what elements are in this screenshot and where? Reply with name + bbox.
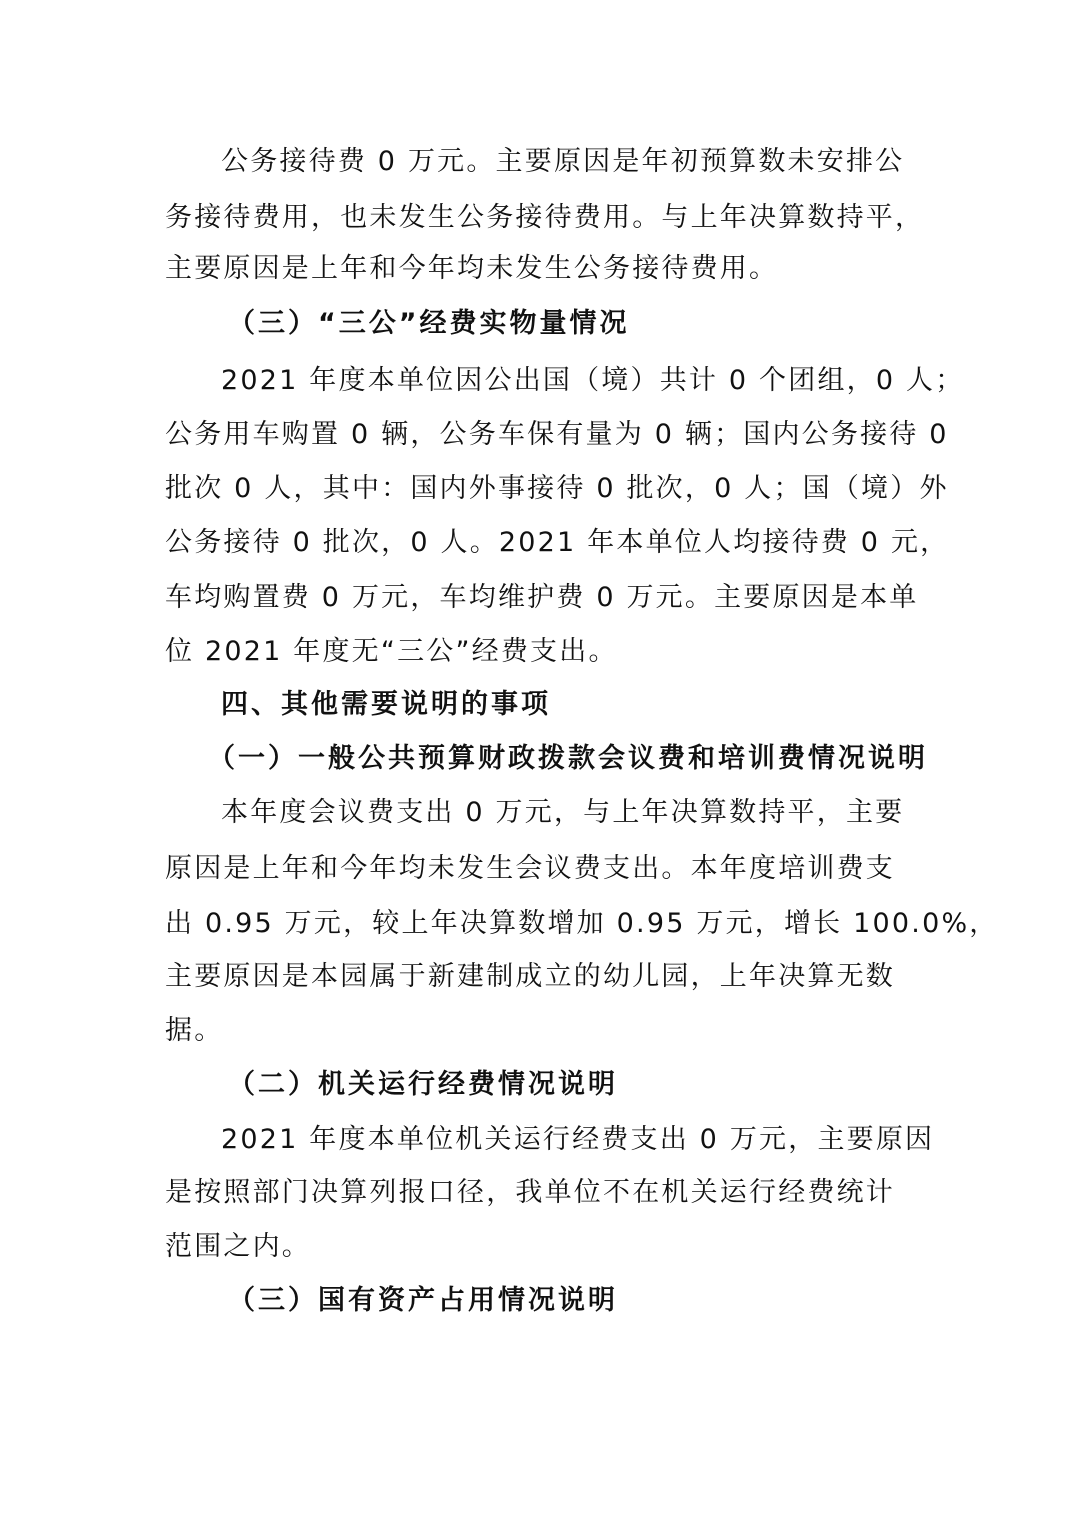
paragraph-line: 是按照部门决算列报口径，我单位不在机关运行经费统计 (165, 1177, 895, 1208)
section-heading: （二）机关运行经费情况说明 (228, 1069, 618, 1100)
section-heading: （三）国有资产占用情况说明 (228, 1285, 618, 1316)
section-heading: 四、其他需要说明的事项 (221, 689, 551, 720)
paragraph-line: 原因是上年和今年均未发生会议费支出。本年度培训费支 (165, 853, 895, 884)
paragraph-line: 2021 年度本单位机关运行经费支出 0 万元，主要原因 (221, 1124, 935, 1155)
paragraph-line: 批次 0 人，其中：国内外事接待 0 批次，0 人；国（境）外 (165, 473, 949, 504)
paragraph-line: 公务接待 0 批次，0 人。2021 年本单位人均接待费 0 元， (165, 527, 950, 558)
paragraph-line: 本年度会议费支出 0 万元，与上年决算数持平，主要 (221, 797, 905, 828)
paragraph-line: 务接待费用，也未发生公务接待费用。与上年决算数持平， (165, 202, 925, 233)
paragraph-line: 主要原因是上年和今年均未发生公务接待费用。 (165, 253, 779, 284)
paragraph-line: 公务接待费 0 万元。主要原因是年初预算数未安排公 (221, 146, 905, 177)
paragraph-line: 车均购置费 0 万元，车均维护费 0 万元。主要原因是本单 (165, 582, 919, 613)
paragraph-line: 位 2021 年度无“三公”经费支出。 (165, 636, 618, 667)
paragraph-line: 2021 年度本单位因公出国（境）共计 0 个团组，0 人； (221, 365, 965, 396)
section-heading: （三）“三公”经费实物量情况 (228, 308, 630, 339)
paragraph-line: 公务用车购置 0 辆，公务车保有量为 0 辆；国内公务接待 0 (165, 419, 949, 450)
paragraph-line: 主要原因是本园属于新建制成立的幼儿园，上年决算无数 (165, 961, 895, 992)
paragraph-line: 出 0.95 万元，较上年决算数增加 0.95 万元，增长 100.0%， (165, 908, 999, 939)
section-heading: （一）一般公共预算财政拨款会议费和培训费情况说明 (208, 743, 928, 774)
paragraph-line: 范围之内。 (165, 1231, 311, 1262)
paragraph-line: 据。 (165, 1015, 224, 1046)
